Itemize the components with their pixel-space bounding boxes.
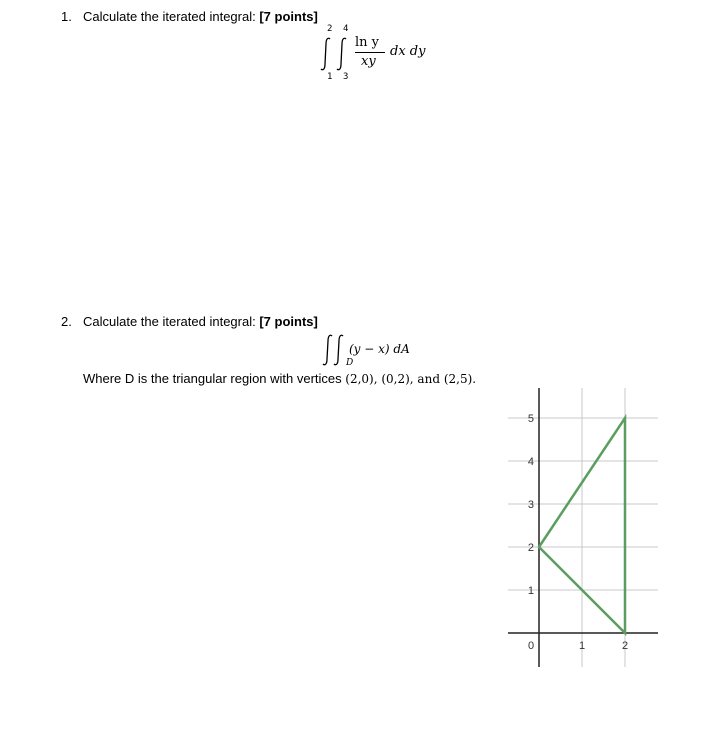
x-tick-label: 1	[578, 640, 586, 652]
question-1-heading: 1. Calculate the iterated integral: [7 points]	[61, 9, 318, 24]
y-tick-label: 2	[527, 542, 534, 554]
y-tick-label: 4	[527, 456, 534, 468]
x-tick-label: 2	[621, 640, 629, 652]
y-tick-label: 5	[527, 413, 534, 425]
y-tick-label: 1	[527, 585, 534, 597]
y-tick-label: 3	[527, 499, 534, 511]
question-2-description: Where D is the triangular region with vertices (2,0), (0,2), and (2,5).	[83, 371, 477, 386]
question-2-heading: 2. Calculate the iterated integral: [7 points]	[61, 314, 318, 329]
x-tick-label: 0	[527, 640, 535, 652]
